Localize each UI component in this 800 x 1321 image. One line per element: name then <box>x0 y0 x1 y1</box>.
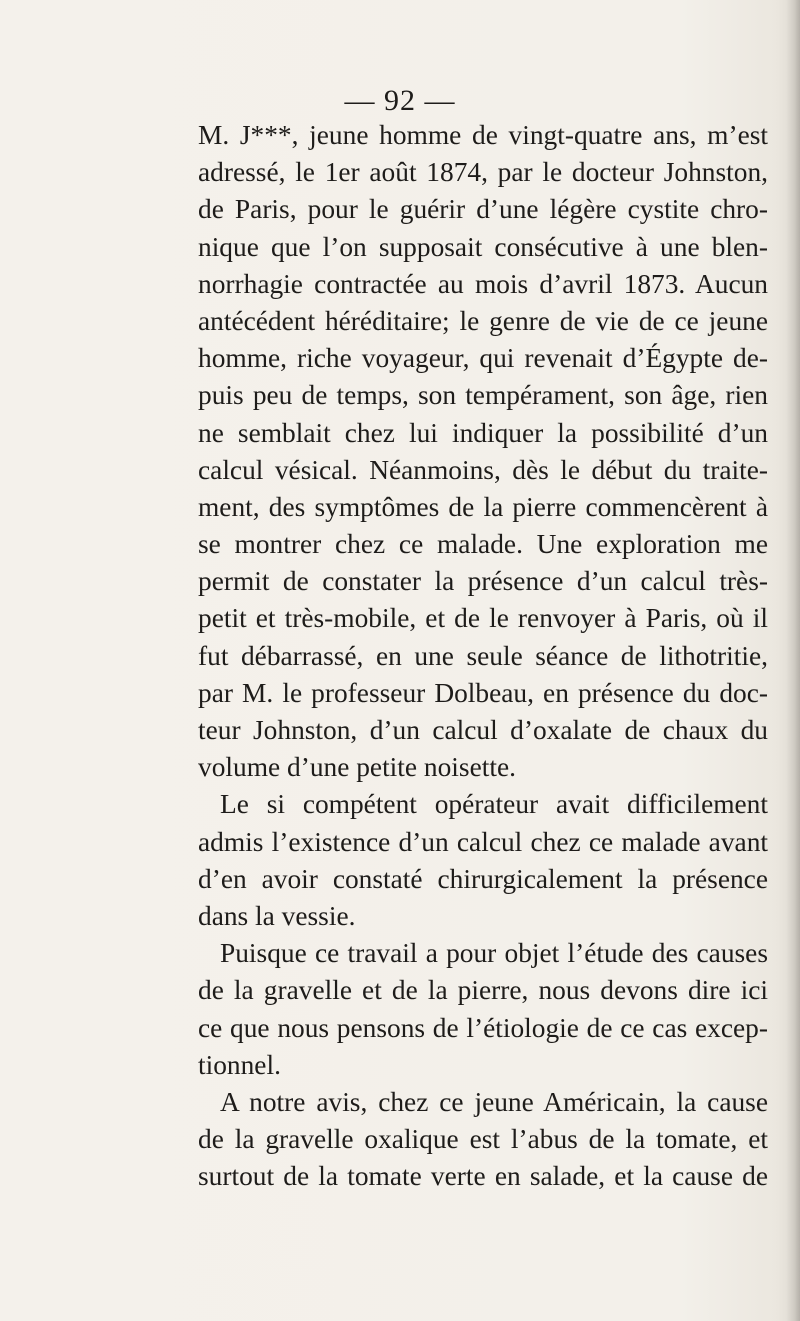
text-line: fut débarrassé, en une seule séance de lithotritie, <box>198 640 768 671</box>
text-line: de Paris, pour le guérir d’une légère cystite chro- <box>198 194 768 225</box>
text-line: de la gravelle et de la pierre, nous devons dire ici <box>198 975 768 1006</box>
text-line: de la gravelle oxalique est l’abus de la tomate, et <box>198 1124 768 1155</box>
text-line: nique que l’on supposait consécutive à une blen- <box>198 231 768 262</box>
text-line: par M. le professeur Dolbeau, en présence du doc- <box>198 677 768 708</box>
page-edge-shadow <box>786 0 800 1321</box>
text-line: dans la vessie. <box>198 900 356 931</box>
text-line: petit et très-mobile, et de le renvoyer à Paris, où il <box>198 603 768 634</box>
text-line: permit de constater la présence d’un calcul très- <box>198 566 768 597</box>
text-line: Le si compétent opérateur avait difficilement <box>220 789 768 820</box>
text-line: calcul vésical. Néanmoins, dès le début du traite- <box>198 454 768 485</box>
text-line: homme, riche voyageur, qui revenait d’Égypte de- <box>198 343 768 374</box>
text-line: norrhagie contractée au mois d’avril 1873. Aucun <box>198 268 768 299</box>
text-line: antécédent héréditaire; le genre de vie de ce jeune <box>198 305 768 336</box>
text-line: A notre avis, chez ce jeune Américain, la cause <box>220 1086 768 1117</box>
text-line: Puisque ce travail a pour objet l’étude des causes <box>220 938 768 969</box>
text-line: M. J***, jeune homme de vingt-quatre ans, m’est <box>198 120 768 150</box>
text-line: teur Johnston, d’un calcul d’oxalate de chaux du <box>198 715 768 745</box>
text-line: se montrer chez ce malade. Une exploration me <box>198 529 768 560</box>
text-line: surtout de la tomate verte en salade, et la cause de <box>198 1161 768 1192</box>
text-line: puis peu de temps, son tempérament, son âge, rien <box>198 380 768 411</box>
text-line: adressé, le 1er août 1874, par le docteur Johnston, <box>198 157 768 188</box>
text-line: admis l’existence d’un calcul chez ce malade avant <box>198 826 768 857</box>
page-number: — 92 — <box>344 84 456 117</box>
text-line: ne semblait chez lui indiquer la possibilité d’un <box>198 417 768 448</box>
text-line: ment, des symptômes de la pierre commencèrent à <box>198 491 768 522</box>
text-line: volume d’une petite noisette. <box>198 752 516 783</box>
text-line: d’en avoir constaté chirurgicalement la présence <box>198 863 768 894</box>
text-line: tionnel. <box>198 1049 281 1080</box>
body-text <box>198 117 768 1195</box>
text-line: ce que nous pensons de l’étiologie de ce cas excep- <box>198 1012 768 1043</box>
